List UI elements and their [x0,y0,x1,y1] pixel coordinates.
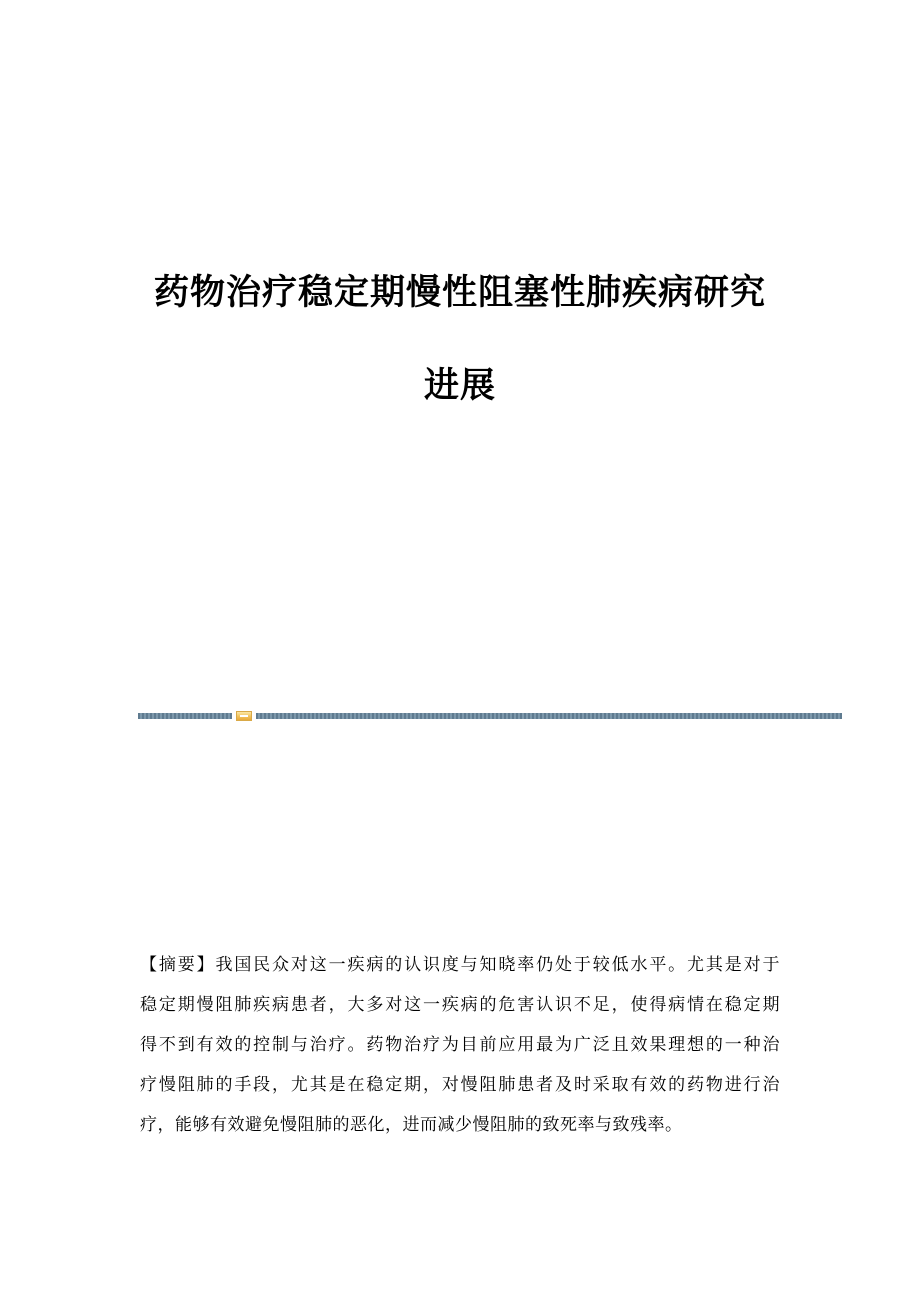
abstract-line-4: 疗慢阻肺的手段，尤其是在稳定期，对慢阻肺患者及时采取有效的药物进行治 [140,1075,780,1095]
divider-emblem-icon [236,711,252,721]
abstract-line-2: 稳定期慢阻肺疾病患者，大多对这一疾病的危害认识不足，使得病情在稳定期 [140,995,780,1015]
divider-bar-left [138,713,232,719]
divider-bar-right [256,713,842,719]
abstract-line-1: 【摘要】我国民众对这一疾病的认识度与知晓率仍处于较低水平。尤其是对于 [140,955,780,975]
section-divider [138,711,842,721]
document-title-line-2: 进展 [423,365,496,406]
document-title-line-1: 药物治疗稳定期慢性阻塞性肺疾病研究 [153,272,766,313]
abstract-line-5: 疗，能够有效避免慢阻肺的恶化，进而减少慢阻肺的致死率与致残率。 [140,1115,683,1135]
abstract-line-3: 得不到有效的控制与治疗。药物治疗为目前应用最为广泛且效果理想的一种治 [140,1035,780,1055]
abstract-paragraph [140,945,780,1145]
